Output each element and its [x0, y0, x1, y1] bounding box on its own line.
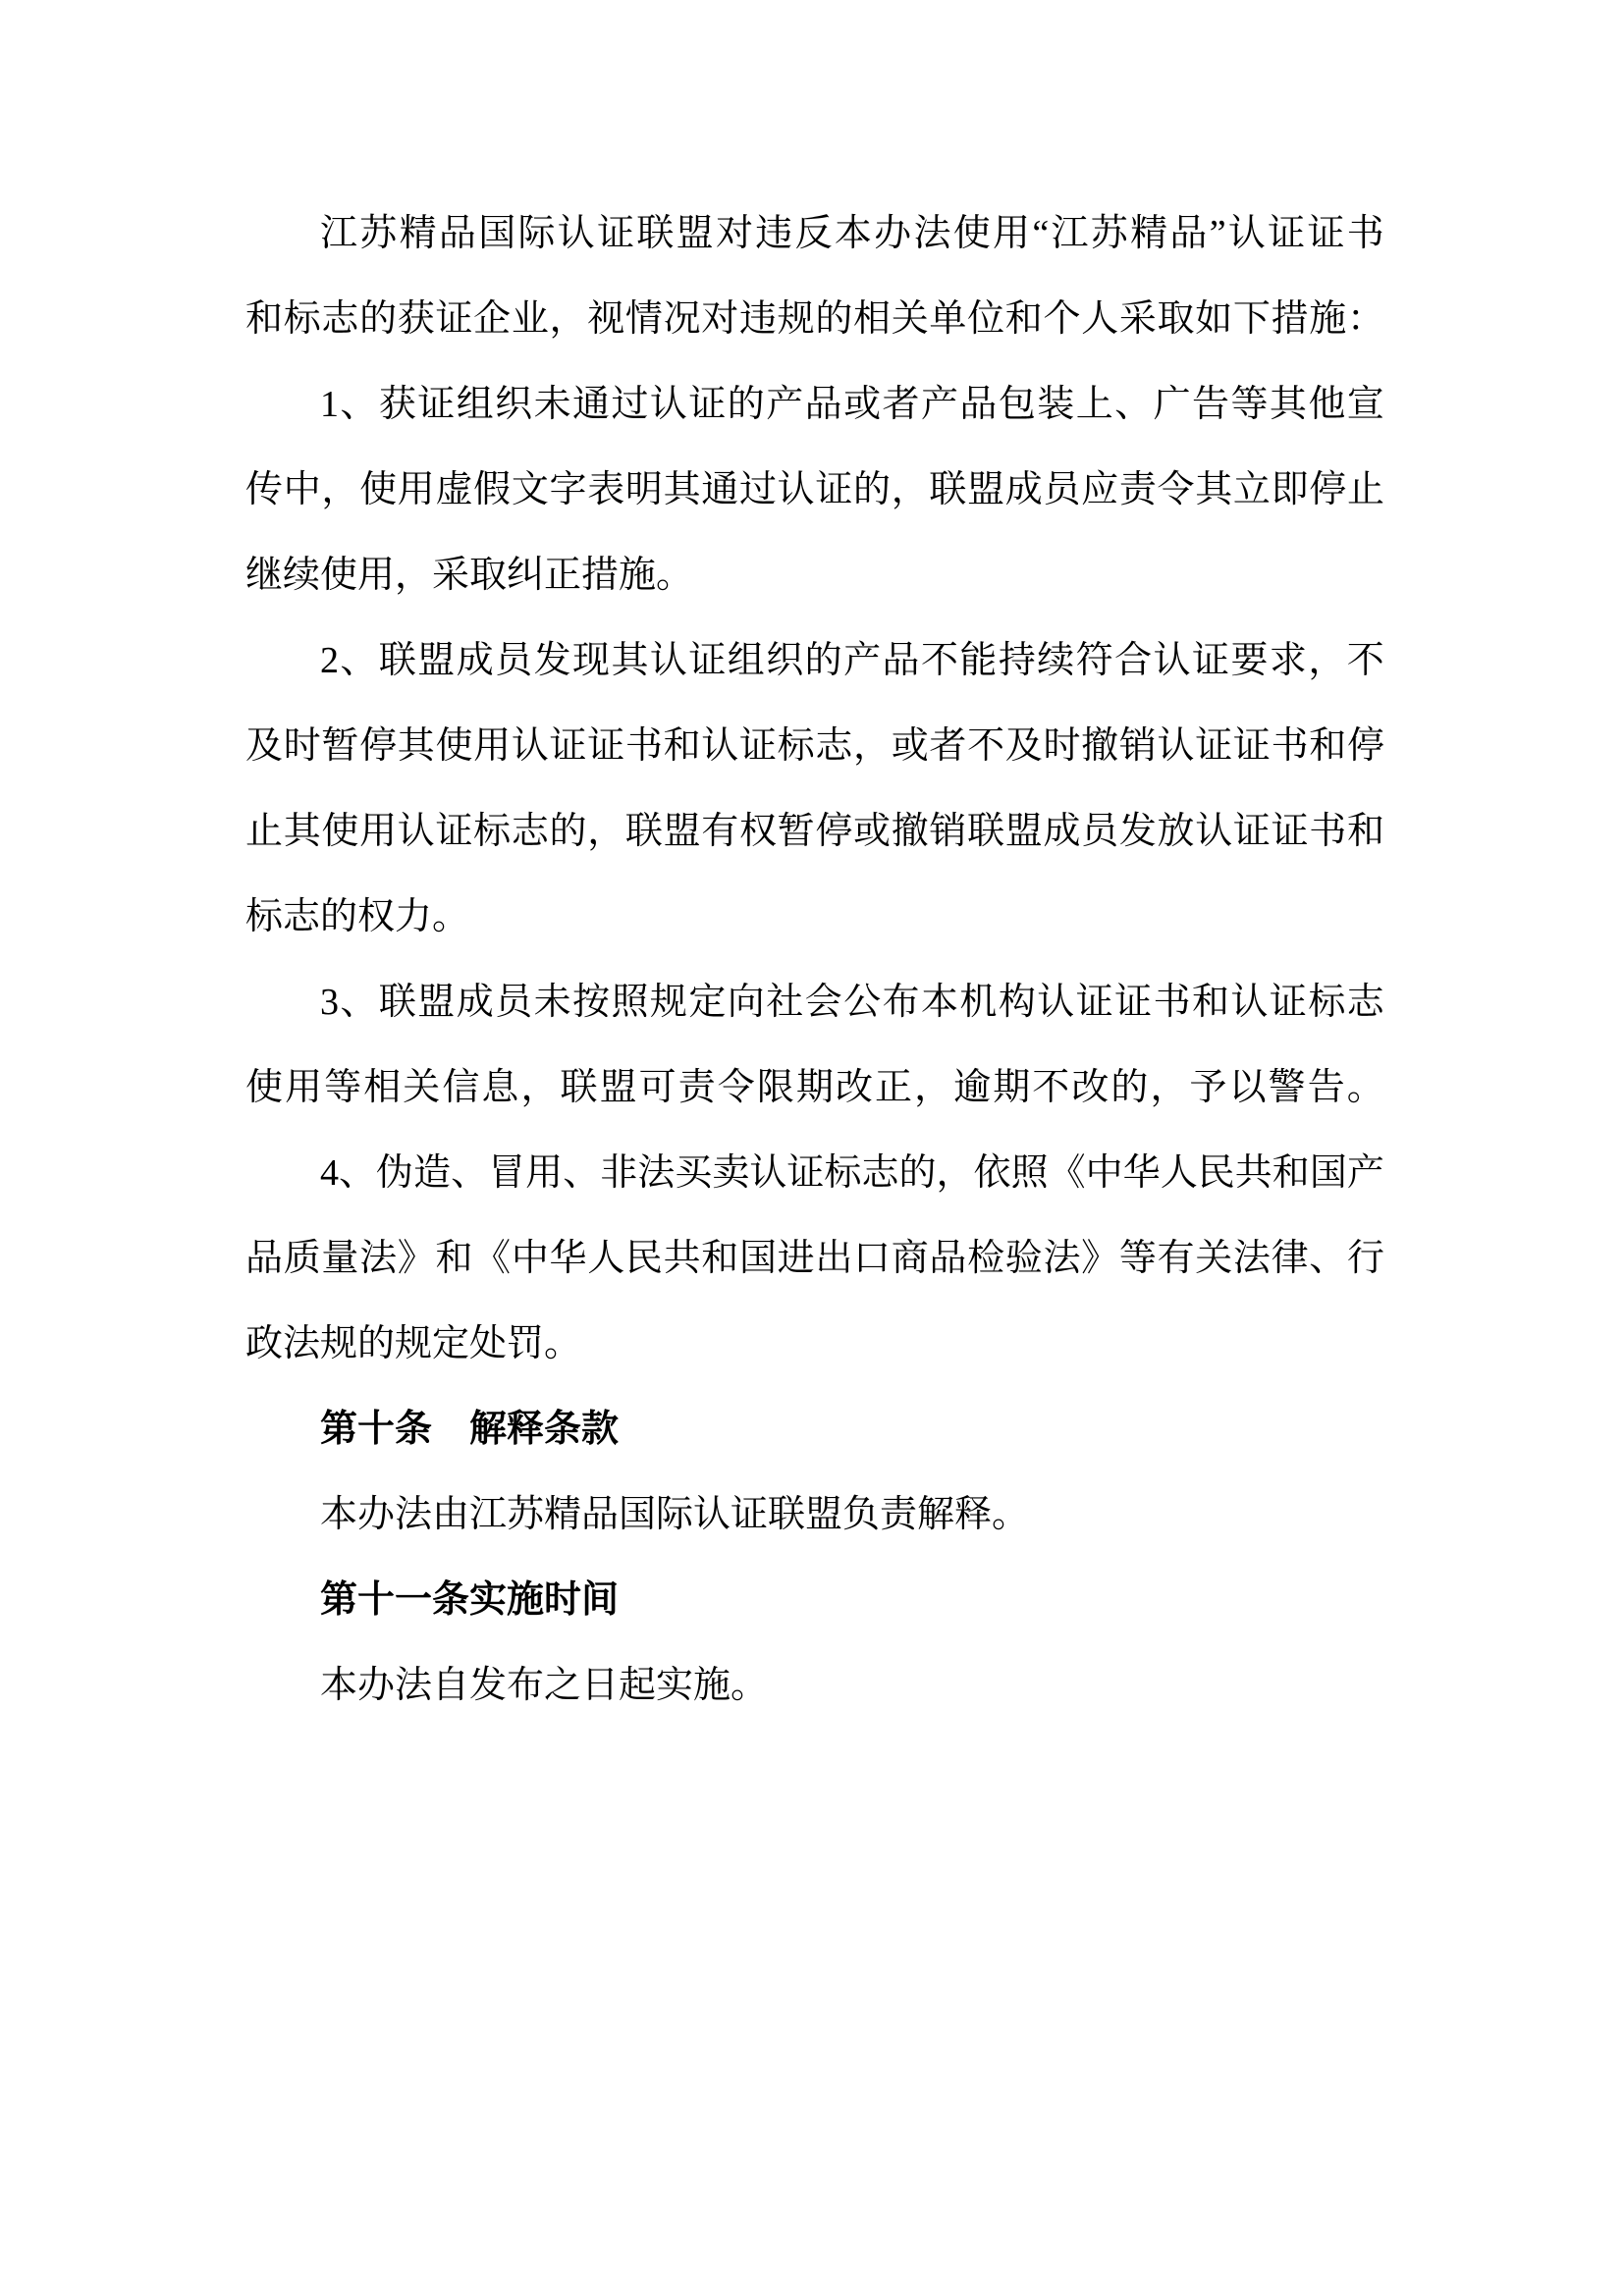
text-line: 传 中 ， 使 用 虚 假 文 字 表 明 其 通 过 认 证 的 ， 联 盟 成 员 应 责 令 其 立 即 停 止 [245, 469, 1384, 510]
heading-line: 第十条 解释条款 [320, 1409, 620, 1450]
text-line: 标志的权力。 [245, 896, 470, 937]
text-line: 本办法自发布之日起实施。 [320, 1665, 769, 1706]
text-line: 3 、 联 盟 成 员 未 按 照 规 定 向 社 会 公 布 本 机 构 认 证 证 书 和 认 证 标 志 [320, 982, 1384, 1023]
text-line: 止 其 使 用 认 证 标 志 的 ， 联 盟 有 权 暂 停 或 撤 销 联 盟 成 员 发 放 认 证 证 书 和 [245, 811, 1384, 852]
text-line: 品 质 量 法 》 和 《 中 华 人 民 共 和 国 进 出 口 商 品 检 验 法 》 等 有 关 法 律 、 行 [245, 1238, 1384, 1279]
heading-line: 第十一条实施时间 [320, 1579, 620, 1621]
text-line: 和 标 志 的 获 证 企 业 ， 视 情 况 对 违 规 的 相 关 单 位 和 个 人 采 取 如 下 措 施 ： [245, 298, 1384, 340]
text-line: 1 、 获 证 组 织 未 通 过 认 证 的 产 品 或 者 产 品 包 装 上 、 广 告 等 其 他 宣 [320, 384, 1384, 425]
text-line: 使 用 等 相 关 信 息 ， 联 盟 可 责 令 限 期 改 正 ， 逾 期 不 改 的 ， 予 以 警 告 。 [245, 1067, 1384, 1108]
text-line: 本办法由江苏精品国际认证联盟负责解释。 [320, 1494, 1030, 1535]
text-line: 2 、 联 盟 成 员 发 现 其 认 证 组 织 的 产 品 不 能 持 续 符 合 认 证 要 求 ， 不 [320, 640, 1384, 681]
text-line: 及 时 暂 停 其 使 用 认 证 证 书 和 认 证 标 志 ， 或 者 不 及 时 撤 销 认 证 证 书 和 停 [245, 725, 1384, 767]
text-line: 继续使用，采取纠正措施。 [245, 555, 694, 596]
text-line: 政法规的规定处罚。 [245, 1323, 582, 1364]
document-body [245, 191, 1384, 1729]
text-line: 4 、 伪 造 、 冒 用 、 非 法 买 卖 认 证 标 志 的 ， 依 照 《 中 华 人 民 共 和 国 产 [320, 1152, 1384, 1194]
text-line: 江 苏 精 品 国 际 认 证 联 盟 对 违 反 本 办 法 使 用 “ 江 苏 精 品 ” 认 证 证 书 [320, 213, 1384, 254]
